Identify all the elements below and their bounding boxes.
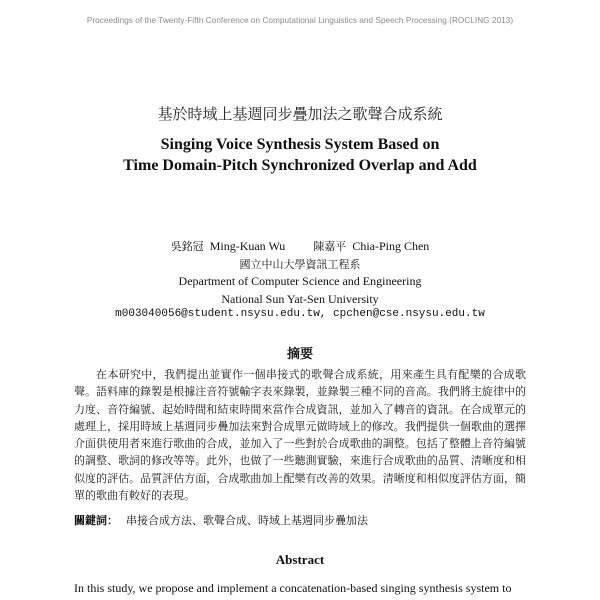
abstract-body-zh: 在本研究中，我們提出並實作一個串接式的歌聲合成系統，用來產生具有配樂的合成歌聲。語料庫的錄製是根據注音符號輸字表來錄製，並錄製三種不同的音高。我們將主旋律中的力度、音符編號、起始時間和結束時間來當作合成資訊，並加入了轉音的資訊。在合成單元的處理上，採用時域上基週同步疊加法來對合成單元做時域上的修改。我們提供一個歌曲的選擇介面供使用者來進行歌曲的合成，並加入了一些對於合成歌曲的調整。包括了整體上音符編號的調整、歌詞的修改等等。此外，也做了一些聽測實驗，來進行合成歌曲的品質、清晰度和相似度的評估。品質評估方面，合成歌曲加上配樂有改善的效果。清晰度和相似度評估方面，簡單的歌曲有較好的表現。 <box>74 368 526 503</box>
title-chinese: 基於時域上基週同步疊加法之歌聲合成系統 <box>157 105 443 123</box>
title-english-line-1: Singing Voice Synthesis System Based on <box>160 136 440 153</box>
author1-name-zh: 吳銘冠 <box>170 240 204 253</box>
affiliation-university: National Sun Yat-Sen University <box>221 292 379 306</box>
title-english-line-2: Time Domain-Pitch Synchronized Overlap and Add <box>123 157 477 174</box>
author2-name-zh: 陳嘉平 <box>313 240 347 253</box>
running-head: Proceedings of the Twenty-Fifth Conference on Computational Linguistics and Speech Processing (ROCLING 2013) <box>86 16 514 25</box>
keywords-label: 關鍵詞： <box>74 514 118 527</box>
keywords <box>74 512 526 528</box>
abstract-heading-en: Abstract <box>275 552 325 567</box>
affiliation-zh: 國立中山大學資訊工程系 <box>239 258 361 271</box>
author1-name-en: Ming-Kuan Wu <box>209 239 286 253</box>
keywords-text: 串接合成方法、歌聲合成、時域上基週同步疊加法 <box>126 514 368 527</box>
author2-name-en: Chia-Ping Chen <box>352 239 430 253</box>
abstract-heading-zh: 摘要 <box>286 347 313 362</box>
affiliation-department: Department of Computer Science and Engineering <box>178 274 422 288</box>
author-line <box>0 238 600 254</box>
abstract-body-en: In this study, we propose and implement a concatenation-based singing synthesis system to <box>74 581 512 595</box>
author-emails: m003040056@student.nsysu.edu.tw, cpchen@cse.nsysu.edu.tw <box>115 308 485 320</box>
